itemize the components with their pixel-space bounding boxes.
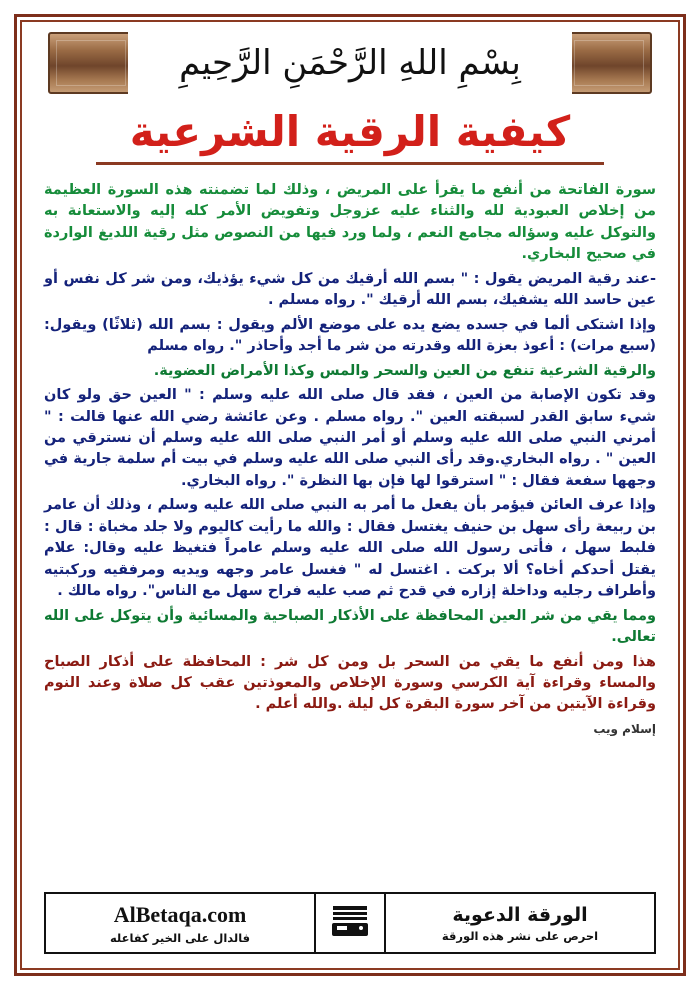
basmala-text: بِسْمِ اللهِ الرَّحْمَنِ الرَّحِيمِ [179,43,521,83]
footer-org-cell [384,894,654,952]
footer-brand[interactable]: AlBetaqa.com [113,901,247,927]
paragraph-ruqyah-sick: -عند رقية المريض يقول : " بسم الله أرقيك من كل شيء يؤذيك، ومن شر كل نفس أو عين حاسد الله يشفيك، بسم الله أرقيك ". رواه مسلم . [44,270,656,309]
source-signature: إسلام ويب [593,721,656,736]
paragraph-amir-rabia: وإذا عرف العائن فيؤمر بأن يفعل ما أمر به النبي صلى الله عليه وسلم ، وذلك أن عامر بن ربيعة رأى سهل بن حنيف يغتسل فقال : والله ما رأيت كاليوم ولا جلد مخباة : قال : فلبط سهل ، فأتى رسول الله صلى الله عليه وسلم عامراً فتغيظ عليه وقال: علام يقتل أحدكم أخاه؟ ألا بركت . اغتسل له " فغسل عامر وجهه ويديه ومرفقيه وركبتيه وأطراف رجليه وداخلة إزاره في قدح ثم صب عليه فراح سهل مع الناس". رواه مالك . [44,497,656,600]
basmala-banner [48,24,652,102]
paragraph-eye-truth: وقد تكون الإصابة من العين ، فقد قال صلى الله عليه وسلم : " العين حق ولو كان شيء سابق القدر لسبقته العين ". رواه مسلم . وعن عائشة رضي الله عنها قالت : " أمرني النبي صلى الله عليه وسلم أو أمر النبي صلى الله عليه وسلم أن نسترقي من العين " . رواه البخاري.وقد رأى النبي صلى الله عليه وسلم في بيت أم سلمة جارية في وجهها سفعة فقال : " استرقوا لها فإن بها النظرة ". رواه البخاري. [44,387,656,489]
title-divider [96,162,604,165]
basmala-plate [128,24,572,102]
footer-org-title: الورقة الدعوية [452,903,588,926]
printer-icon [330,904,370,942]
footer-brand-cell[interactable] [46,894,314,952]
footer-bar [44,892,656,954]
footer-printer-cell [314,894,384,952]
wood-ornament-left [48,32,134,94]
paragraph-pain-dua: وإذا اشتكى ألما في جسده يضع يده على موضع الألم ويقول : بسم الله (ثلاثًا) ويقول: (سبع مرات) : أعوذ بعزة الله وقدرته من شر ما أجد وأحاذر ". رواه مسلم [44,316,656,355]
paragraph-sihr-protection: هذا ومن أنفع ما يقي من السحر بل ومن كل شر : المحافظة على أذكار الصباح والمساء وقراءة آية الكرسي وسورة الإخلاص والمعوذتين عقب كل صلاة وعند النوم وقراءة الآيتين من آخر سورة البقرة كل ليلة .والله أعلم . [44,653,656,713]
footer-org-subtitle: احرص على نشر هذه الورقة [441,928,599,943]
page-title-wrap [40,108,660,165]
wood-ornament-right [566,32,652,94]
footer-brand-subtitle: فالدال على الخير كفاعله [109,930,251,945]
document-body [44,180,656,736]
paragraph-adhkar: ومما يقي من شر العين المحافظة على الأذكار الصباحية والمسائية وأن يتوكل على الله تعالى. [44,607,656,646]
page-title: كيفية الرقية الشرعية [129,107,571,156]
paragraph-ruqyah-benefit: والرقية الشرعية تنفع من العين والسحر والمس وكذا الأمراض العضوية. [153,362,656,379]
paragraph-intro: سورة الفاتحة من أنفع ما يقرأ على المريض ، وذلك لما تضمنته هذه السورة العظيمة من إخلاص العبودية لله والثناء عليه عزوجل وتفويض الأمر كله إليه والاستعانة به والتوكل عليه وسؤاله مجامع النعم ، ولما ورد فيها من النصوص مثل رقية اللديغ الواردة في صحيح البخاري. [44,182,656,263]
